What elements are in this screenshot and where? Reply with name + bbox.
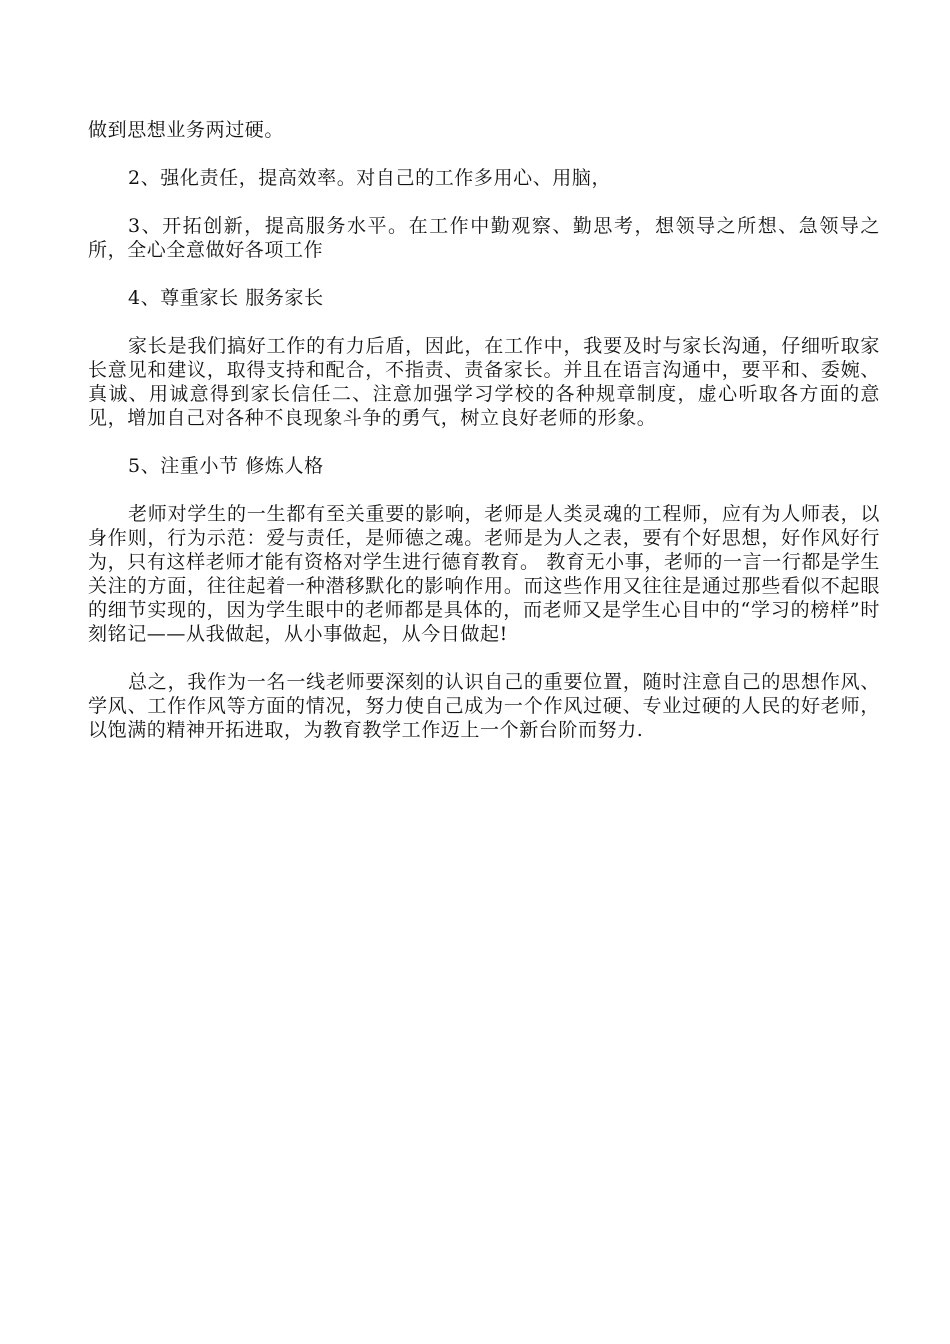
paragraph-item-3: 3、开拓创新，提高服务水平。在工作中勤观察、勤思考，想领导之所想、急领导之所，全心全意做好各项工作 [88, 215, 880, 261]
paragraph-item-4-heading: 4、尊重家长 服务家长 [128, 287, 324, 309]
paragraph-continuation: 做到思想业务两过硬。 [88, 119, 285, 141]
paragraph-teacher-influence: 老师对学生的一生都有至关重要的影响，老师是人类灵魂的工程师，应有为人师表，以身作则，行为示范：爱与责任，是师德之魂。老师是为人之表，要有个好思想，好作风好行为，只有这样老师才能有资格对学生进行德育教育。 教育无小事，老师的一言一行都是学生关注的方面，往往起着一种潜移默化的影响作用。而这些作用又往往是通过那些看似不起眼的细节实现的，因为学生眼中的老师都是具体的，而老师又是学生心目中的“学习的榜样”时刻铭记——从我做起，从小事做起，从今日做起! [88, 503, 880, 645]
paragraph-item-2: 2、强化责任，提高效率。对自己的工作多用心、用脑， [128, 167, 612, 189]
paragraph-conclusion: 总之，我作为一名一线老师要深刻的认识自己的重要位置，随时注意自己的思想作风、学风、工作作风等方面的情况，努力使自己成为一个作风过硬、专业过硬的人民的好老师，以饱满的精神开拓进取，为教育教学工作迈上一个新台阶而努力. [88, 671, 880, 741]
paragraph-item-5-heading: 5、注重小节 修炼人格 [128, 455, 324, 477]
paragraph-parents: 家长是我们搞好工作的有力后盾，因此，在工作中，我要及时与家长沟通，仔细听取家长意见和建议，取得支持和配合，不指责、责备家长。并且在语言沟通中，要平和、委婉、真诚、用诚意得到家长信任二、注意加强学习学校的各种规章制度，虚心听取各方面的意见，增加自己对各种不良现象斗争的勇气，树立良好老师的形象。 [88, 335, 880, 429]
document-body [88, 118, 880, 766]
